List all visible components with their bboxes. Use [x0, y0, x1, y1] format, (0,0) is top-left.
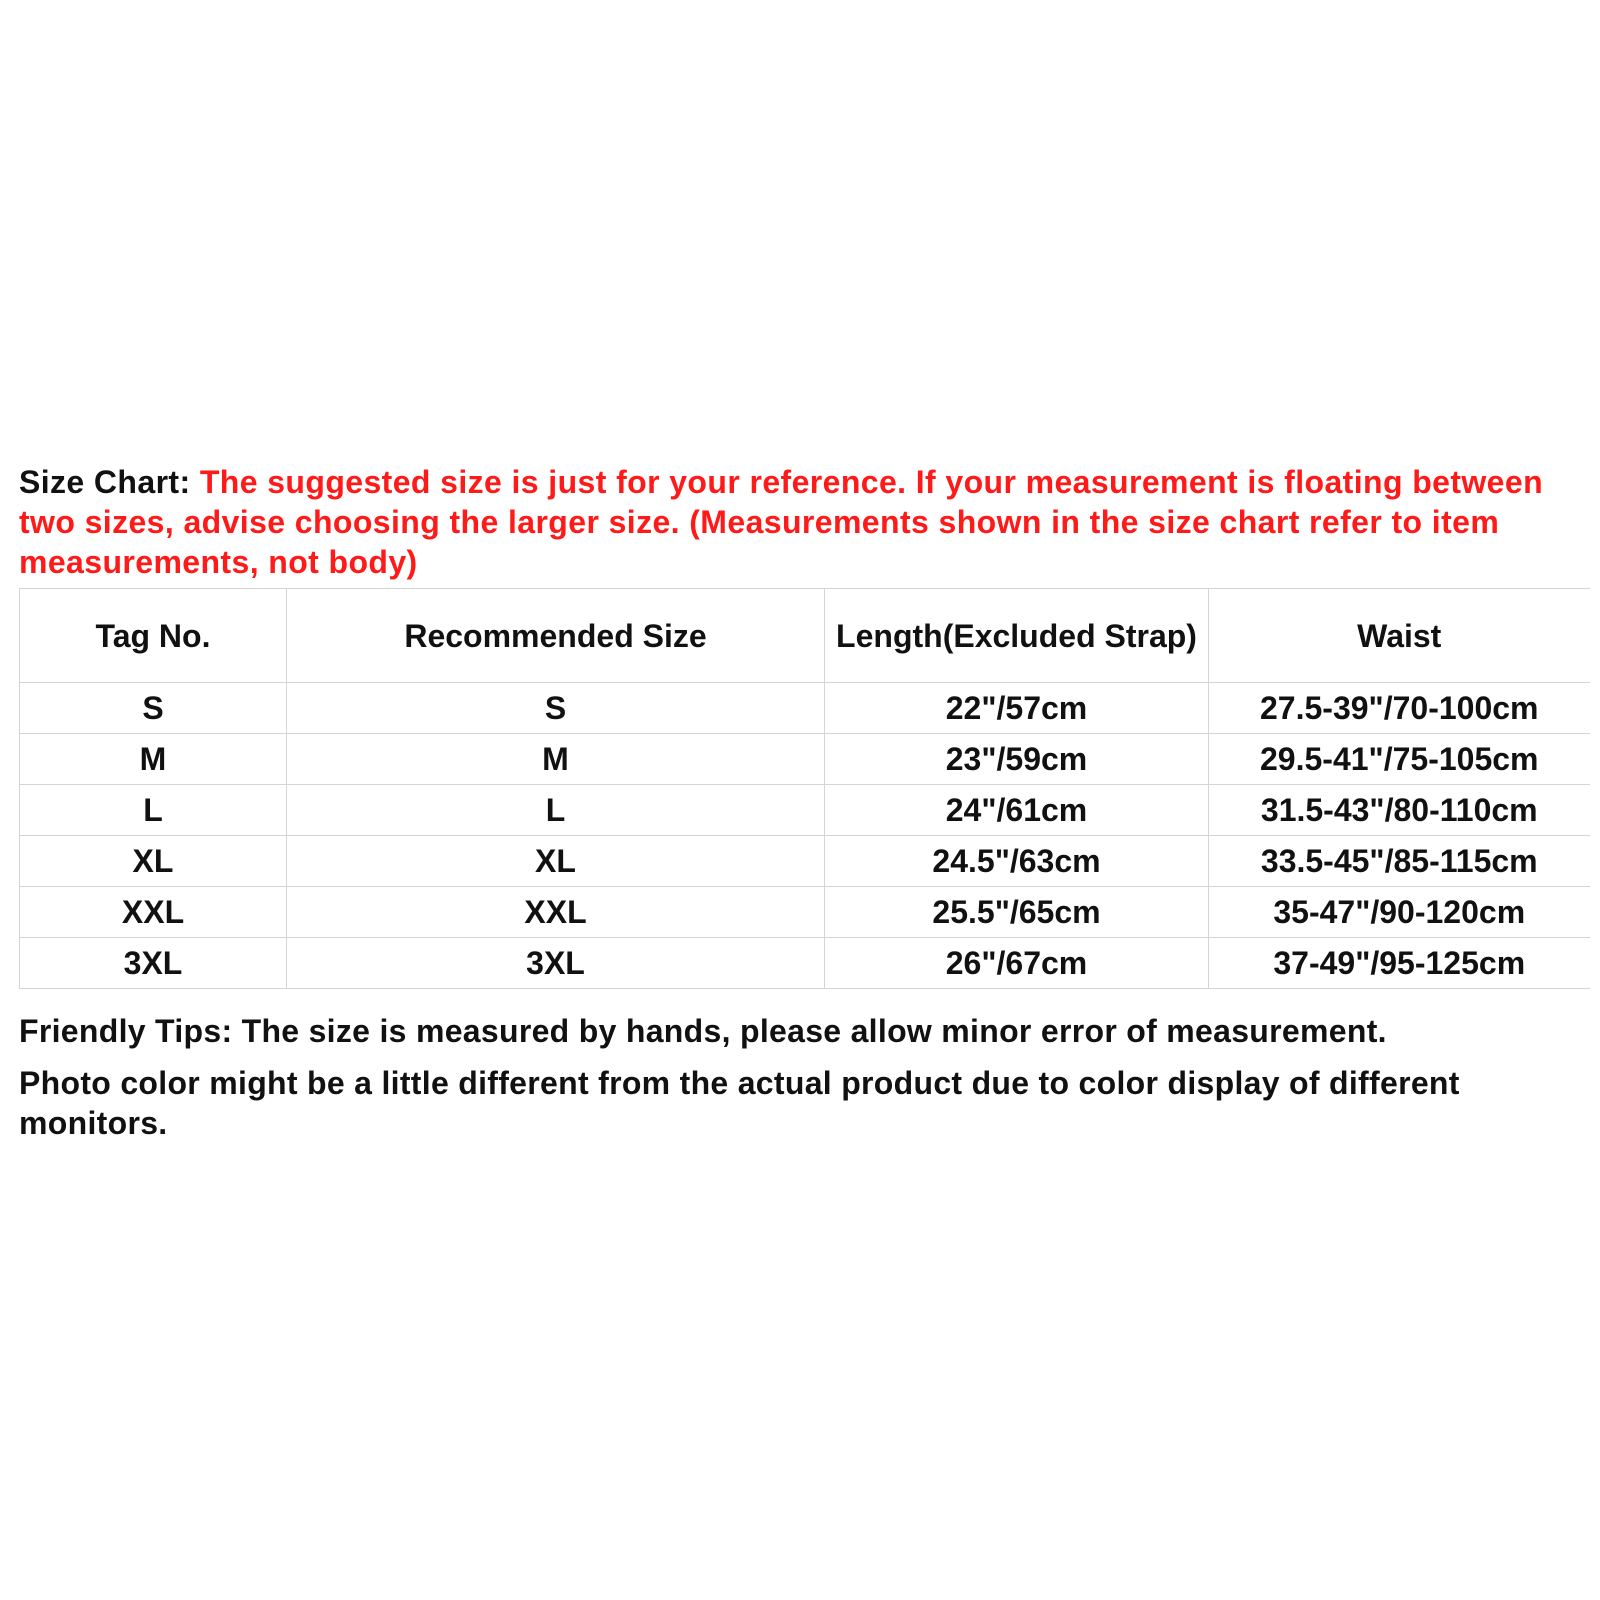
cell-recommended: 3XL [287, 938, 825, 989]
cell-tag: 3XL [20, 938, 287, 989]
cell-tag: XXL [20, 887, 287, 938]
table-row [20, 887, 1590, 938]
cell-recommended: L [287, 785, 825, 836]
cell-waist: 27.5-39"/70-100cm [1209, 683, 1590, 734]
cell-length: 24"/61cm [825, 785, 1209, 836]
measurement-tip: Friendly Tips: The size is measured by hands, please allow minor error of measurement. [19, 1013, 1387, 1049]
cell-waist: 29.5-41"/75-105cm [1209, 734, 1590, 785]
cell-waist: 31.5-43"/80-110cm [1209, 785, 1590, 836]
cell-length: 22"/57cm [825, 683, 1209, 734]
table-row [20, 683, 1590, 734]
header-length: Length(Excluded Strap) [825, 589, 1209, 683]
header-tag-no: Tag No. [20, 589, 287, 683]
table-row [20, 734, 1590, 785]
cell-length: 23"/59cm [825, 734, 1209, 785]
cell-tag: L [20, 785, 287, 836]
size-reference-notice: The suggested size is just for your reference. If your measurement is floating between two sizes, advise choosing the larger size. (Measurements shown in the size chart refer to item measurements, not body) [19, 464, 1544, 580]
size-table [19, 588, 1590, 989]
header-recommended-size: Recommended Size [287, 589, 825, 683]
size-chart-label: Size Chart: [19, 464, 191, 500]
cell-recommended: M [287, 734, 825, 785]
cell-recommended: XXL [287, 887, 825, 938]
cell-tag: XL [20, 836, 287, 887]
cell-recommended: XL [287, 836, 825, 887]
cell-waist: 37-49"/95-125cm [1209, 938, 1590, 989]
cell-waist: 35-47"/90-120cm [1209, 887, 1590, 938]
size-chart-intro [19, 462, 1589, 582]
cell-length: 24.5"/63cm [825, 836, 1209, 887]
size-chart-section [19, 462, 1589, 1143]
cell-tag: M [20, 734, 287, 785]
cell-length: 25.5"/65cm [825, 887, 1209, 938]
table-row [20, 938, 1590, 989]
table-row [20, 785, 1590, 836]
cell-length: 26"/67cm [825, 938, 1209, 989]
cell-recommended: S [287, 683, 825, 734]
header-waist: Waist [1209, 589, 1590, 683]
color-tip: Photo color might be a little different from the actual product due to color display of different monitors. [19, 1065, 1460, 1141]
table-header-row [20, 589, 1590, 683]
cell-waist: 33.5-45"/85-115cm [1209, 836, 1590, 887]
cell-tag: S [20, 683, 287, 734]
table-row [20, 836, 1590, 887]
